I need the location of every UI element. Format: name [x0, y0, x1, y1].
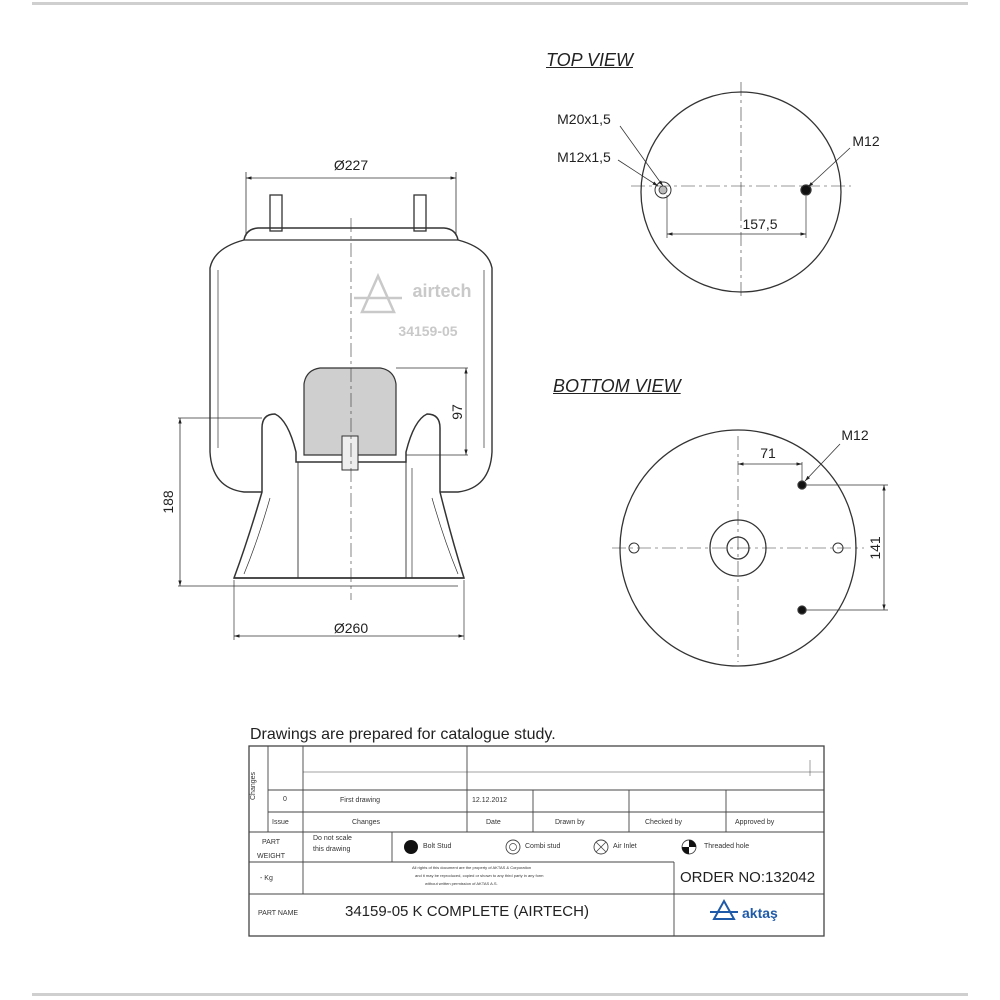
brand-logo-aktas: aktaş	[742, 905, 778, 921]
bottom-view	[612, 430, 888, 666]
col-date: Date	[486, 819, 501, 826]
label-bottom-m12: M12	[841, 427, 869, 443]
symbol-air-inlet: Air Inlet	[613, 843, 637, 850]
part-name: 34159-05 K COMPLETE (AIRTECH)	[345, 903, 589, 920]
col-approved-by: Approved by	[735, 819, 775, 826]
bottom-view-title: BOTTOM VIEW	[553, 376, 681, 396]
changes-label: Changes	[250, 771, 257, 800]
issue-number: 0	[283, 796, 287, 803]
dim-height: 188	[160, 490, 176, 514]
part-label: PART	[262, 839, 281, 846]
dim-top-spacing: 157,5	[742, 216, 778, 232]
dim-piston-height: 97	[449, 404, 465, 420]
do-not-scale-2: this drawing	[313, 846, 351, 853]
top-view-title: TOP VIEW	[546, 50, 634, 70]
symbol-combi-stud: Combi stud	[525, 843, 561, 850]
symbol-bolt-stud: Bolt Stud	[423, 843, 452, 850]
symbol-threaded-hole: Threaded hole	[704, 843, 750, 850]
col-checked-by: Checked by	[645, 819, 682, 826]
col-drawn-by: Drawn by	[555, 819, 585, 826]
col-changes: Changes	[352, 819, 381, 826]
copyright-line-3: without written permission of AKTAS A.S.	[425, 881, 498, 886]
label-m12-bolt: M12	[852, 133, 880, 149]
dim-bottom-offset: 71	[760, 445, 776, 461]
part-code-stamp: 34159-05	[398, 323, 458, 339]
weight-label: WEIGHT	[257, 853, 285, 860]
catalogue-note: Drawings are prepared for catalogue study.	[250, 726, 556, 743]
col-issue: Issue	[272, 819, 289, 826]
copyright-line-1: All rights of this document are the property of AKTAS & Corporation	[412, 865, 532, 870]
copyright-line-2: and it may be reproduced, copied or shown to any third party in any form	[415, 873, 544, 878]
label-m20-thread: M20x1,5	[557, 111, 611, 127]
issue-text: First drawing	[340, 797, 381, 804]
part-name-label: PART NAME	[258, 910, 299, 917]
side-view	[178, 172, 492, 640]
top-view	[618, 82, 851, 300]
issue-date: 12.12.2012	[472, 797, 508, 804]
order-number: ORDER NO:132042	[680, 869, 816, 886]
dim-bottom-spacing: 141	[867, 536, 883, 560]
label-m12-thread: M12x1,5	[557, 149, 611, 165]
dim-bottom-diameter: Ø260	[333, 620, 369, 636]
logo-airtech: airtech	[412, 281, 472, 301]
dim-top-diameter: Ø227	[333, 157, 369, 173]
weight-value: - Kg	[260, 875, 273, 882]
do-not-scale-1: Do not scale	[313, 835, 352, 842]
